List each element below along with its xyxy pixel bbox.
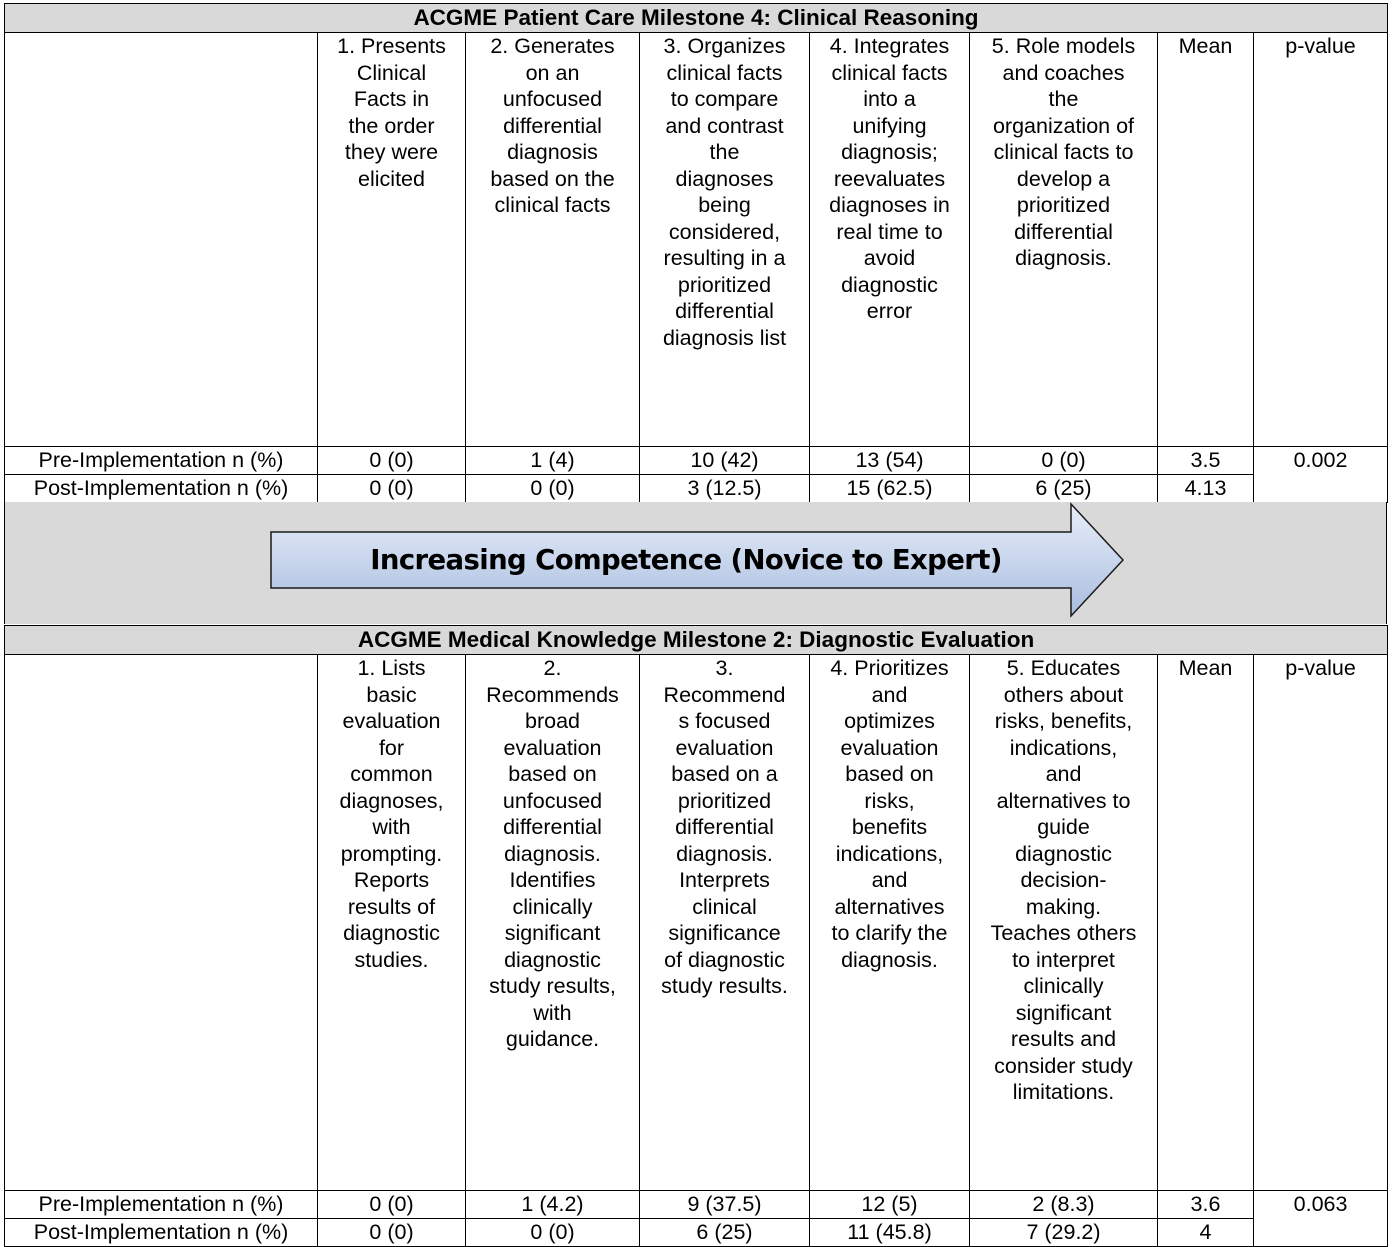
level-5-description: 5. Educates others about risks, benefits, indications, and alternatives to guide diagnostic decision- making. Teaches others to interpret clinically significant results and consider study limitations.: [970, 655, 1158, 1191]
level-3-description: 3. Recommend s focused evaluation based on a prioritized differential diagnosis. Interprets clinical significance of diagnostic study results.: [640, 655, 810, 1191]
level-4-description: 4. Prioritizes and optimizes evaluation based on risks, benefits indications, and alternatives to clarify the diagnosis.: [810, 655, 970, 1191]
mean-value: 3.5: [1158, 447, 1254, 475]
pvalue-cell: 0.063: [1254, 1191, 1388, 1247]
cell-value: 15 (62.5): [810, 475, 970, 503]
mean-value: 4: [1158, 1219, 1254, 1247]
cell-value: 0 (0): [466, 475, 640, 503]
cell-value: 0 (0): [970, 447, 1158, 475]
cell-value: 0 (0): [466, 1219, 640, 1247]
cell-value: 6 (25): [970, 475, 1158, 503]
cell-value: 10 (42): [640, 447, 810, 475]
mean-value: 3.6: [1158, 1191, 1254, 1219]
level-4-description: 4. Integrates clinical facts into a unifying diagnosis; reevaluates diagnoses in real time to avoid diagnostic error: [810, 33, 970, 447]
cell-value: 1 (4): [466, 447, 640, 475]
cell-value: 11 (45.8): [810, 1219, 970, 1247]
cell-value: 1 (4.2): [466, 1191, 640, 1219]
milestone-title: ACGME Medical Knowledge Milestone 2: Diagnostic Evaluation: [5, 626, 1388, 655]
table-row: [5, 475, 1388, 503]
row-label-pre: Pre-Implementation n (%): [5, 447, 318, 475]
cell-value: 12 (5): [810, 1191, 970, 1219]
cell-value: 0 (0): [318, 475, 466, 503]
milestone-table-clinical-reasoning: [4, 3, 1388, 503]
row-label-pre: Pre-Implementation n (%): [5, 1191, 318, 1219]
cell-value: 7 (29.2): [970, 1219, 1158, 1247]
level-1-description: 1. Presents Clinical Facts in the order they were elicited: [318, 33, 466, 447]
empty-header-cell: [5, 33, 318, 447]
milestone-table-diagnostic-evaluation: [4, 625, 1388, 1247]
empty-header-cell: [5, 655, 318, 1191]
milestone-title: ACGME Patient Care Milestone 4: Clinical Reasoning: [5, 4, 1388, 33]
level-5-description: 5. Role models and coaches the organization of clinical facts to develop a prioritized differential diagnosis.: [970, 33, 1158, 447]
row-label-post: Post-Implementation n (%): [5, 475, 318, 503]
mean-header: Mean: [1158, 655, 1254, 1191]
table-row: [5, 1219, 1388, 1247]
cell-value: 2 (8.3): [970, 1191, 1158, 1219]
cell-value: 13 (54): [810, 447, 970, 475]
level-2-description: 2. Generates on an unfocused differential diagnosis based on the clinical facts: [466, 33, 640, 447]
cell-value: 0 (0): [318, 447, 466, 475]
cell-value: 9 (37.5): [640, 1191, 810, 1219]
level-1-description: 1. Lists basic evaluation for common diagnoses, with prompting. Reports results of diagnostic studies.: [318, 655, 466, 1191]
cell-value: 6 (25): [640, 1219, 810, 1247]
row-label-post: Post-Implementation n (%): [5, 1219, 318, 1247]
mean-header: Mean: [1158, 33, 1254, 447]
cell-value: 0 (0): [318, 1191, 466, 1219]
level-3-description: 3. Organizes clinical facts to compare and contrast the diagnoses being considered, resulting in a prioritized differential diagnosis list: [640, 33, 810, 447]
cell-value: 3 (12.5): [640, 475, 810, 503]
competence-arrow-label: Increasing Competence (Novice to Expert): [370, 544, 1002, 576]
pvalue-header: p-value: [1254, 655, 1388, 1191]
cell-value: 0 (0): [318, 1219, 466, 1247]
level-2-description: 2. Recommends broad evaluation based on unfocused differential diagnosis. Identifies clinically significant diagnostic study results, with guidance.: [466, 655, 640, 1191]
table-row: [5, 447, 1388, 475]
pvalue-cell: 0.002: [1254, 447, 1388, 503]
table-row: [5, 1191, 1388, 1219]
pvalue-header: p-value: [1254, 33, 1388, 447]
mean-value: 4.13: [1158, 475, 1254, 503]
